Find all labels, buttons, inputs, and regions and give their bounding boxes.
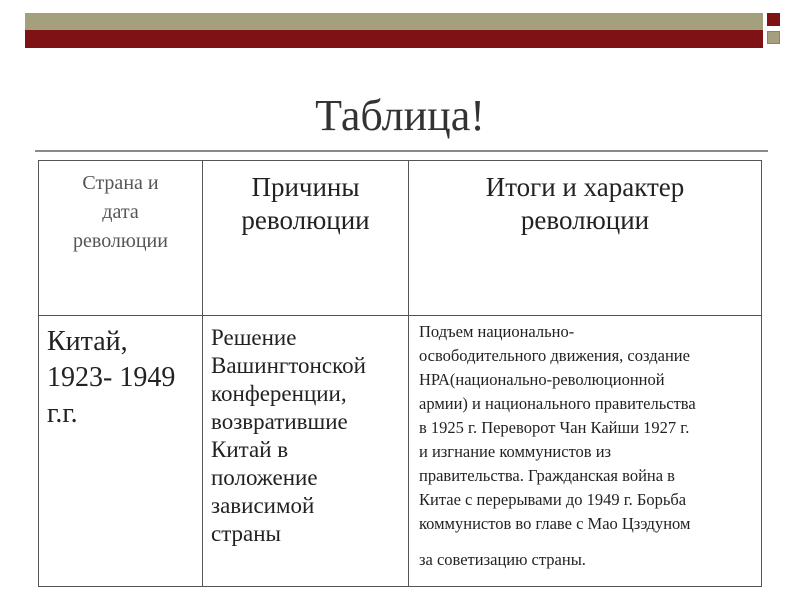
page-title: Таблица! bbox=[315, 91, 485, 140]
cell-line: и изгнание коммунистов из bbox=[419, 442, 612, 461]
header-line: Страна и bbox=[82, 172, 159, 194]
title-divider bbox=[35, 150, 768, 152]
header-line: революции bbox=[520, 205, 650, 235]
cell-country-date bbox=[39, 316, 203, 587]
revolution-table bbox=[38, 160, 762, 587]
header-line: Причины bbox=[251, 172, 360, 202]
cell-line: освободительного движения, создание bbox=[419, 346, 690, 365]
cell-line: Китай, bbox=[47, 326, 128, 357]
header-results bbox=[409, 161, 762, 316]
cell-line: Подъем национально- bbox=[419, 322, 575, 341]
cell-line: 1923- 1949 bbox=[47, 362, 176, 393]
cell-line: за советизацию страны. bbox=[419, 550, 586, 569]
cell-line: зависимой bbox=[211, 493, 315, 518]
top-decor-maroon-bar bbox=[25, 30, 763, 48]
cell-line: Китай в bbox=[211, 437, 289, 462]
top-decor-olive-bar bbox=[25, 13, 763, 30]
cell-line: Китае с перерывами до 1949 г. Борьба bbox=[419, 490, 687, 509]
header-line: Итоги и характер bbox=[485, 172, 685, 202]
cell-causes bbox=[203, 316, 409, 587]
cell-line: возвратившие bbox=[211, 409, 348, 434]
header-causes bbox=[203, 161, 409, 316]
cell-line: положение bbox=[211, 465, 318, 490]
cell-line: Вашингтонской bbox=[211, 353, 366, 378]
header-country-date bbox=[39, 161, 203, 316]
header-line: революции bbox=[241, 205, 370, 235]
cell-line: г.г. bbox=[47, 398, 78, 429]
table-header-row bbox=[39, 161, 762, 316]
cell-results bbox=[409, 316, 762, 587]
cell-line: коммунистов во главе с Мао Цзэдуном bbox=[419, 514, 691, 533]
corner-square-maroon bbox=[767, 13, 780, 26]
cell-line: НРА(национально-революционной bbox=[419, 370, 665, 389]
table-row bbox=[39, 316, 762, 587]
cell-line: конференции, bbox=[211, 381, 347, 406]
header-line: революции bbox=[73, 230, 168, 252]
cell-line: страны bbox=[211, 521, 282, 546]
corner-square-olive bbox=[767, 31, 780, 44]
cell-line: армии) и национального правительства bbox=[419, 394, 696, 413]
cell-line: правительства. Гражданская война в bbox=[419, 466, 675, 485]
header-line: дата bbox=[102, 201, 139, 223]
cell-line: в 1925 г. Переворот Чан Кайши 1927 г. bbox=[419, 418, 690, 437]
cell-line: Решение bbox=[211, 325, 297, 350]
